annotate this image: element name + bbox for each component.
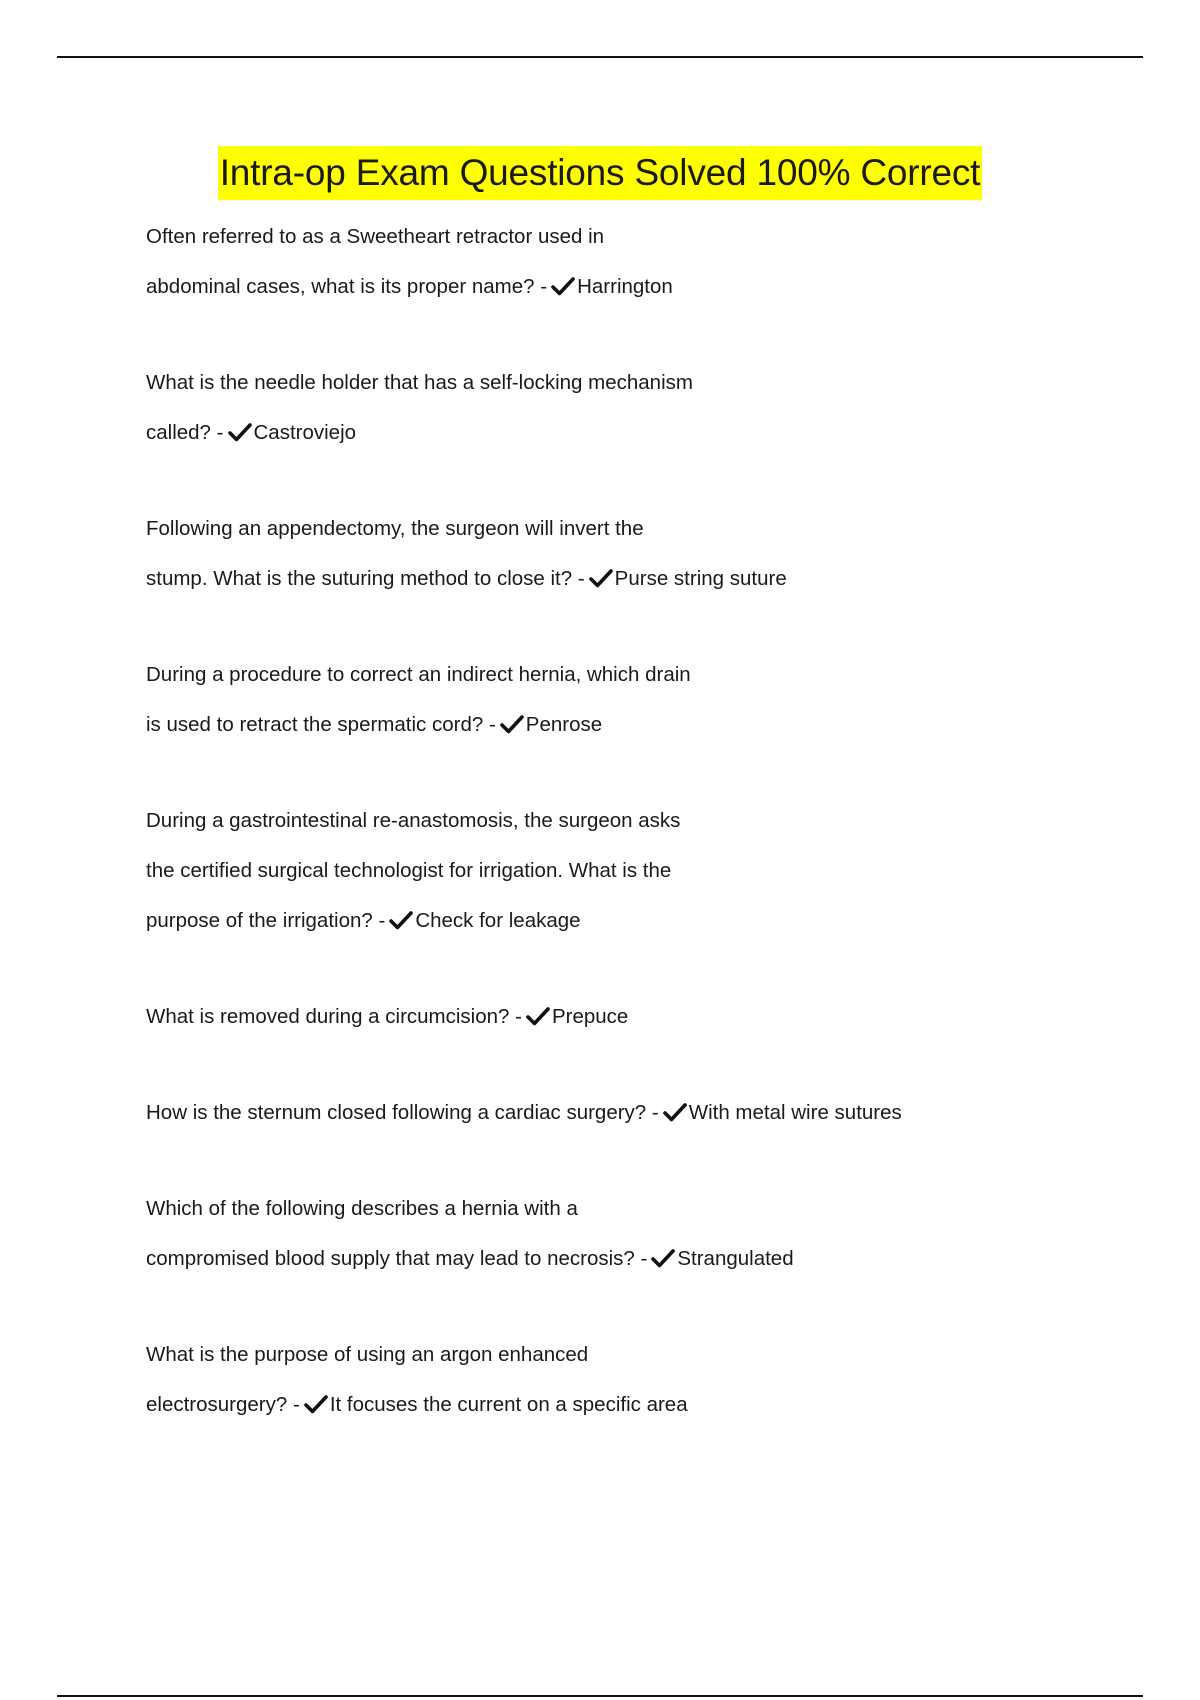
- answer-text: It focuses the current on a specific area: [329, 1393, 688, 1416]
- checkmark-icon: [304, 1394, 328, 1414]
- answer-text: Prepuce: [551, 1005, 629, 1028]
- page-title: Intra-op Exam Questions Solved 100% Correct: [218, 146, 983, 200]
- qa-item: [146, 212, 1106, 312]
- answer-text: Purse string suture: [614, 567, 787, 590]
- checkmark-icon: [589, 568, 613, 588]
- qa-item: [146, 992, 1106, 1042]
- question-line: What is the purpose of using an argon enhanced: [146, 1343, 589, 1366]
- question-text: What is removed during a circumcision? -: [146, 1005, 522, 1028]
- checkmark-icon: [389, 910, 413, 930]
- answer-text: Castroviejo: [253, 421, 357, 444]
- answer-text: Penrose: [525, 713, 603, 736]
- question-answer-line: [146, 554, 1106, 604]
- question-answer-line: [146, 1380, 1106, 1430]
- question-answer-line: [146, 1234, 1106, 1284]
- question-text: abdominal cases, what is its proper name? -: [146, 275, 548, 298]
- answer-text: With metal wire sutures: [688, 1101, 902, 1124]
- question-text: compromised blood supply that may lead to necrosis? -: [146, 1247, 648, 1270]
- title-block: [0, 146, 1200, 200]
- question-line: During a procedure to correct an indirect hernia, which drain: [146, 663, 691, 686]
- footer-rule: [57, 1695, 1143, 1697]
- question-text: electrosurgery? -: [146, 1393, 300, 1416]
- question-text: How is the sternum closed following a cardiac surgery? -: [146, 1101, 659, 1124]
- question-answer-line: [146, 1088, 1106, 1138]
- header-rule: [57, 56, 1143, 58]
- question-text: called? -: [146, 421, 224, 444]
- qa-item: [146, 1184, 1106, 1284]
- answer-text: Harrington: [577, 275, 673, 298]
- question-line: Which of the following describes a hernia with a: [146, 1197, 578, 1220]
- question-line: Often referred to as a Sweetheart retractor used in: [146, 225, 605, 248]
- checkmark-icon: [663, 1102, 687, 1122]
- question-answer-line: [146, 992, 1106, 1042]
- qa-item: [146, 1330, 1106, 1430]
- question-line: the certified surgical technologist for irrigation. What is the: [146, 859, 672, 882]
- qa-item: [146, 650, 1106, 750]
- question-line: Following an appendectomy, the surgeon will invert the: [146, 517, 644, 540]
- answer-text: Check for leakage: [415, 909, 581, 932]
- question-text: stump. What is the suturing method to close it? -: [146, 567, 585, 590]
- question-answer-line: [146, 896, 1106, 946]
- answer-text: Strangulated: [677, 1247, 794, 1270]
- question-answer-line: [146, 408, 1106, 458]
- question-list: [146, 212, 1106, 1476]
- question-text: purpose of the irrigation? -: [146, 909, 386, 932]
- question-text: is used to retract the spermatic cord? -: [146, 713, 496, 736]
- qa-item: [146, 1088, 1106, 1138]
- checkmark-icon: [228, 422, 252, 442]
- qa-item: [146, 358, 1106, 458]
- checkmark-icon: [551, 276, 575, 296]
- qa-item: [146, 504, 1106, 604]
- checkmark-icon: [526, 1006, 550, 1026]
- question-answer-line: [146, 262, 1106, 312]
- question-answer-line: [146, 700, 1106, 750]
- checkmark-icon: [651, 1248, 675, 1268]
- qa-item: [146, 796, 1106, 946]
- question-line: What is the needle holder that has a self-locking mechanism: [146, 371, 693, 394]
- checkmark-icon: [500, 714, 524, 734]
- question-line: During a gastrointestinal re-anastomosis, the surgeon asks: [146, 809, 681, 832]
